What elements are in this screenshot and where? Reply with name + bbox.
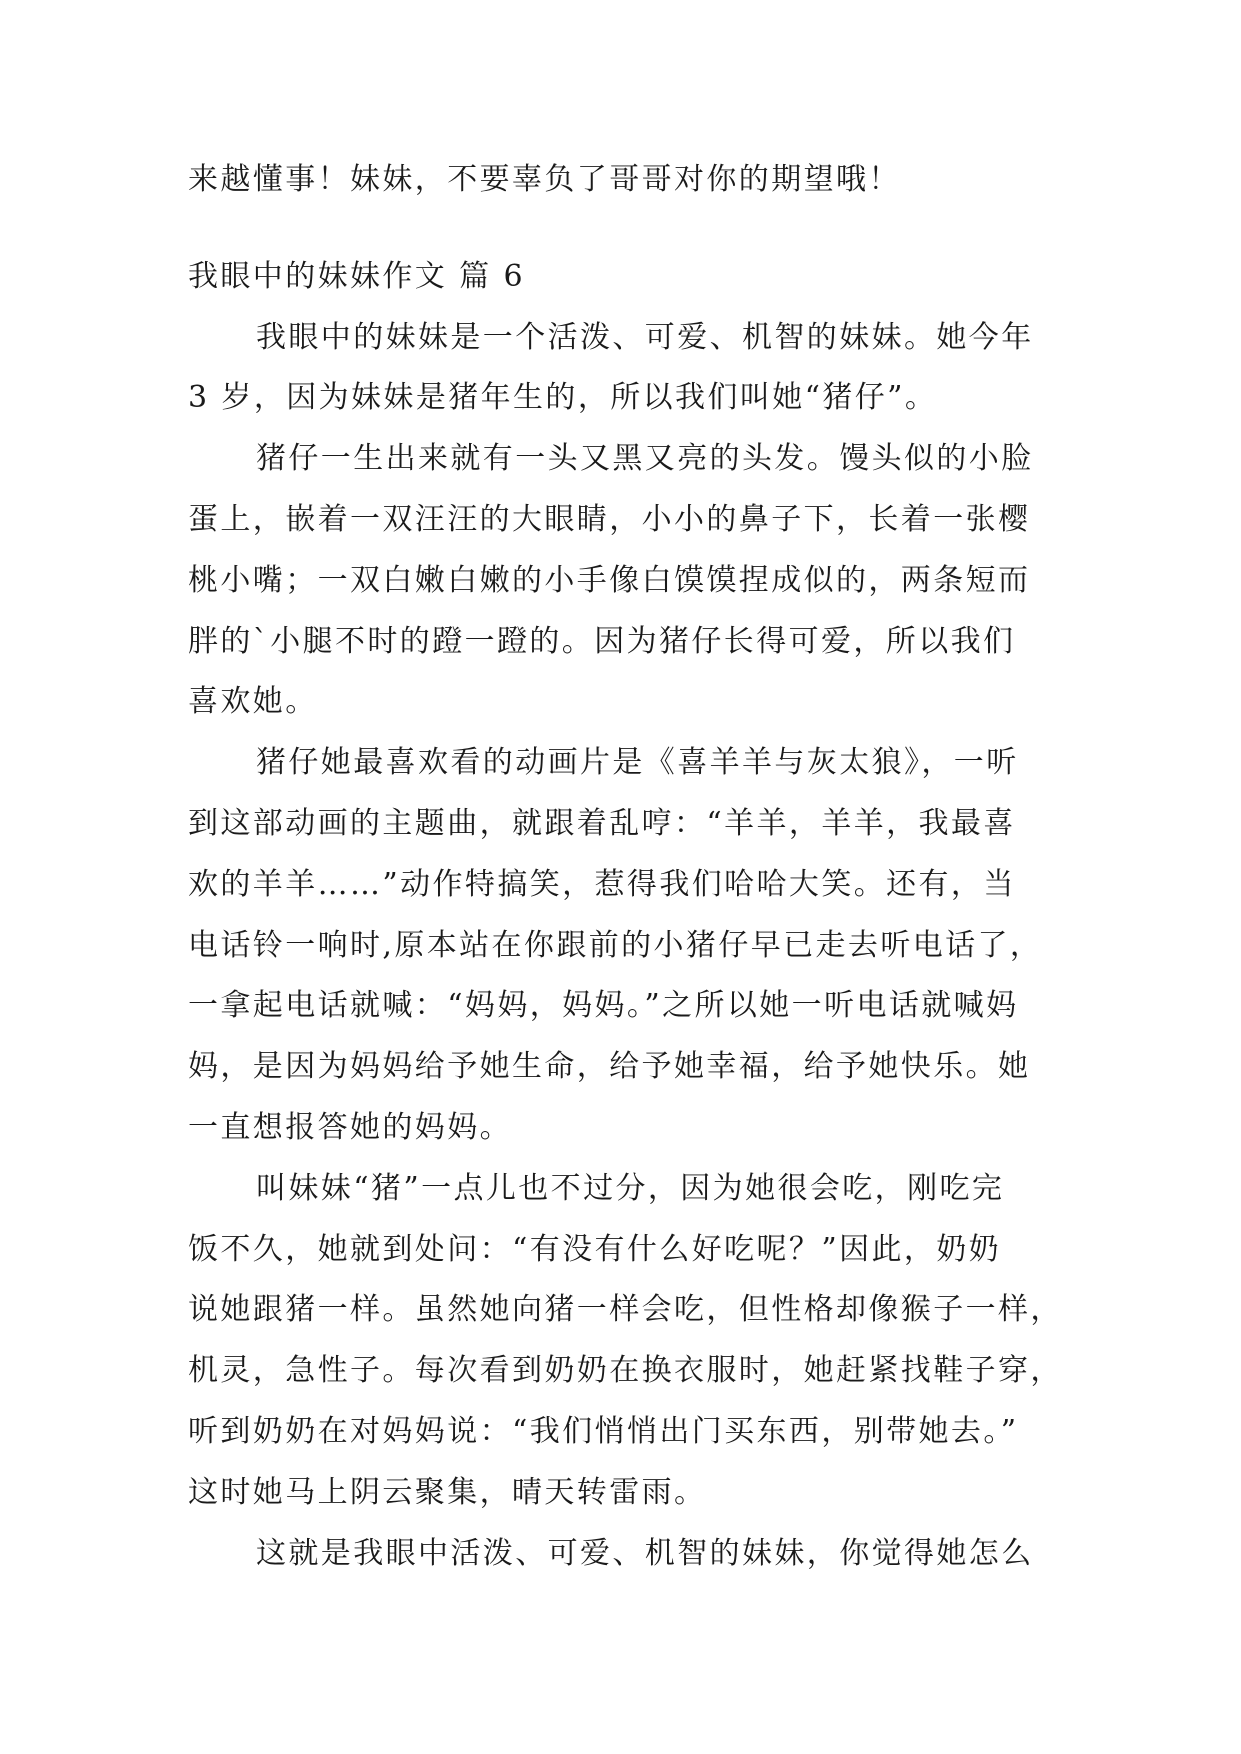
paragraph-4 (188, 1159, 1063, 1524)
paragraph-5 (188, 1524, 1058, 1585)
paragraph-line: 喜欢她。 (188, 684, 318, 720)
intro-line: 来越懂事！妹妹，不要辜负了哥哥对你的期望哦！ (188, 162, 901, 197)
paragraph-line: 我眼中的妹妹是一个活泼、可爱、机智的妹妹。她今年 (256, 319, 1034, 355)
paragraph-line: 饭不久，她就到处问：“有没有什么好吃呢？”因此，奶奶 (188, 1231, 1002, 1267)
section-gap (188, 211, 1058, 247)
paragraph-line: 3 岁，因为妹妹是猪年生的，所以我们叫她“猪仔”。 (188, 380, 938, 416)
paragraph-2 (188, 429, 1058, 733)
document-body (188, 150, 1063, 1584)
paragraph-line: 猪仔一生出来就有一头又黑又亮的头发。馒头似的小脸 (256, 441, 1034, 477)
paragraph-line: 桃小嘴；一双白嫩白嫩的小手像白馍馍捏成似的，两条短而 (188, 562, 1031, 598)
paragraph-3 (188, 733, 1058, 1159)
paragraph-line: 猪仔她最喜欢看的动画片是《喜羊羊与灰太狼》，一听 (256, 745, 1019, 781)
paragraph-line: 机灵，急性子。每次看到奶奶在换衣服时，她赶紧找鞋子穿， (188, 1353, 1063, 1389)
paragraph-line: 说她跟猪一样。虽然她向猪一样会吃，但性格却像猴子一样， (188, 1292, 1063, 1328)
paragraph-line: 一直想报答她的妈妈。 (188, 1109, 512, 1145)
paragraph-1 (188, 308, 1058, 430)
paragraph-line: 蛋上，嵌着一双汪汪的大眼睛，小小的鼻子下，长着一张樱 (188, 501, 1031, 537)
paragraph-line: 听到奶奶在对妈妈说：“我们悄悄出门买东西，别带她去。” (188, 1413, 1019, 1449)
paragraph-line: 欢的羊羊……”动作特搞笑，惹得我们哈哈大笑。还有，当 (188, 866, 1016, 902)
paragraph-line: 妈，是因为妈妈给予她生命，给予她幸福，给予她快乐。她 (188, 1049, 1031, 1085)
paragraph-line: 胖的`小腿不时的蹬一蹬的。因为猪仔长得可爱，所以我们 (188, 623, 1016, 659)
paragraph-line: 叫妹妹“猪”一点儿也不过分，因为她很会吃，刚吃完 (256, 1170, 1005, 1206)
paragraph-line: 到这部动画的主题曲，就跟着乱哼：“羊羊，羊羊，我最喜 (188, 805, 1016, 841)
paragraph-line: 这就是我眼中活泼、可爱、机智的妹妹，你觉得她怎么 (256, 1535, 1034, 1571)
section-heading: 我眼中的妹妹作文 篇 6 (188, 258, 525, 294)
paragraph-line: 一拿起电话就喊：“妈妈，妈妈。”之所以她一听电话就喊妈 (188, 988, 1019, 1024)
paragraph-line: 电话铃一响时,原本站在你跟前的小猪仔早已走去听电话了， (188, 927, 1043, 963)
paragraph-line: 这时她马上阴云聚集，晴天转雷雨。 (188, 1474, 707, 1510)
